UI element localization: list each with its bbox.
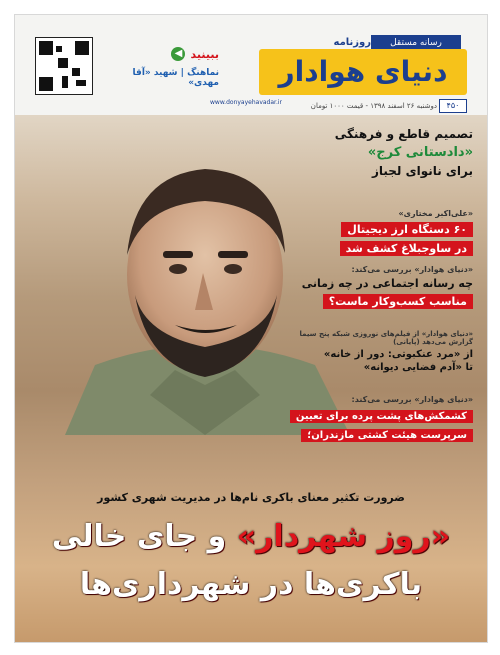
website: www.donyayehavadar.ir bbox=[210, 99, 282, 106]
headline-1-line3: برای نانوای لجباز bbox=[371, 164, 473, 178]
headline-5-label: «دنیای هوادار» بررسی می‌کند: bbox=[351, 395, 473, 404]
qr-code-icon bbox=[35, 37, 93, 95]
cover-subhead: ضرورت تکثیر معنای باکری نام‌ها در مدیریت شهری کشور bbox=[97, 491, 405, 504]
dateline: دوشنبه ۲۶ اسفند ۱۳۹۸ - قیمت ۱۰۰۰ تومان bbox=[310, 102, 437, 110]
masthead bbox=[15, 15, 487, 115]
headline-5-line2: سرپرست هیئت کشتی مازندران؛ bbox=[301, 429, 473, 442]
headline-2[interactable] bbox=[273, 209, 473, 256]
headline-5[interactable] bbox=[273, 395, 473, 442]
headline-4-line1: از «مرد عنکبوتی: دور از خانه» bbox=[323, 349, 473, 360]
promo-see-label: ببینید bbox=[190, 48, 219, 61]
cover-main-line1-white: و جای خالی bbox=[51, 519, 227, 554]
price-badge: ۴۵۰ bbox=[439, 99, 467, 113]
headline-2-line1: ۶۰ دستگاه ارز دیجیتال bbox=[341, 222, 473, 237]
headline-4-line2: تا «آدم فضایی دیوانه» bbox=[363, 362, 473, 373]
newspaper-logo: دنیای هوادار bbox=[259, 49, 467, 95]
headline-1-line1: تصمیم قاطع و فرهنگی bbox=[334, 127, 473, 141]
headline-3-line1: چه رسانه اجتماعی در چه زمانی bbox=[301, 277, 473, 290]
logo-daily: روزنامه bbox=[333, 37, 371, 48]
headline-1-line2: «دادستانی کرج» bbox=[367, 145, 473, 160]
headline-1[interactable] bbox=[273, 127, 473, 178]
headline-2-line2: در ساوجبلاغ کشف شد bbox=[340, 241, 473, 256]
promo-block bbox=[99, 43, 219, 88]
headline-3-line2: مناسب کسب‌وکار ماست؟ bbox=[323, 294, 473, 309]
headline-5-line1: کشمکش‌های پشت پرده برای تعیین bbox=[290, 410, 473, 423]
logo-tagline: رسانه مستقل bbox=[371, 35, 461, 51]
cover-frame bbox=[14, 14, 488, 643]
headline-4[interactable] bbox=[273, 330, 473, 373]
headline-3[interactable] bbox=[273, 265, 473, 309]
cover-main-line2[interactable]: باکری‌ها در شهرداری‌ها bbox=[79, 567, 423, 602]
cover-main-line1[interactable] bbox=[29, 519, 473, 554]
headline-2-label: «علی‌اکبر مختاری» bbox=[398, 209, 473, 218]
headline-4-label: «دنیای هوادار» از فیلم‌های نوروزی شبکه پنج سیما گزارش می‌دهد (پایانی) bbox=[299, 330, 473, 346]
headline-3-label: «دنیای هوادار» بررسی می‌کند: bbox=[351, 265, 473, 274]
promo-show-label: نماهنگ | شهید «آقا مهدی» bbox=[132, 68, 219, 88]
cover-main-line1-red: «روز شهردار» bbox=[236, 519, 451, 554]
logo-block bbox=[249, 35, 467, 95]
play-arrow-icon: ◀ bbox=[171, 47, 185, 61]
